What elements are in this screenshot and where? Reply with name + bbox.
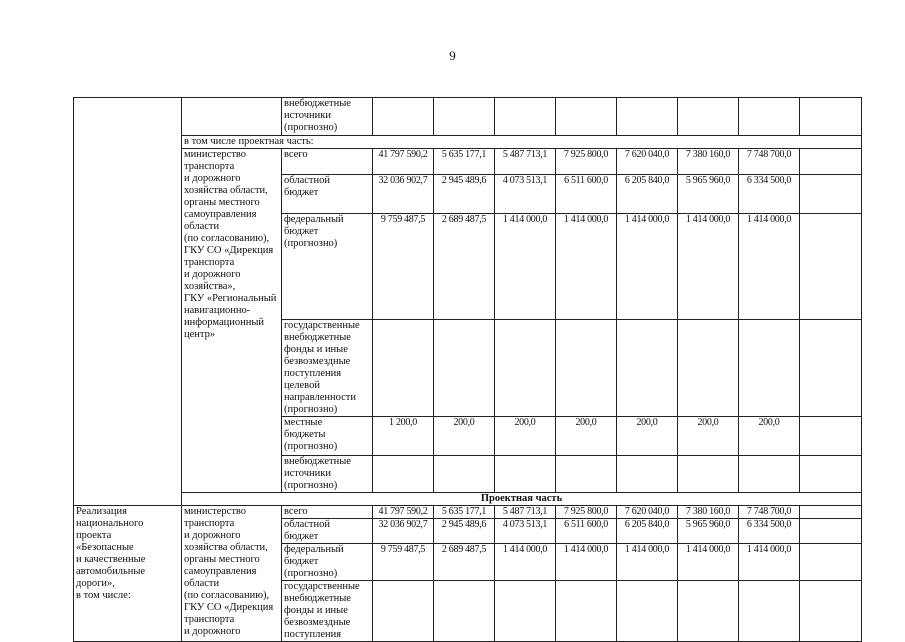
- value-cell: [617, 581, 678, 642]
- value-cell: 9 759 487,5: [373, 214, 434, 320]
- value-cell: 6 511 600,0: [556, 519, 617, 544]
- value-cell: 6 334 500,0: [739, 519, 800, 544]
- value-cell: 1 414 000,0: [678, 544, 739, 581]
- source-label: всего: [282, 506, 373, 519]
- source-label: государственные внебюджетные фонды и иные безвозмездные поступления целевой направленности (прогнозно): [282, 320, 373, 417]
- value-cell: [739, 456, 800, 493]
- value-cell: 200,0: [434, 417, 495, 456]
- value-cell: [495, 320, 556, 417]
- value-cell: [800, 544, 862, 581]
- source-label: всего: [282, 149, 373, 175]
- source-label: федеральный бюджет (прогнозно): [282, 544, 373, 581]
- value-cell: 1 200,0: [373, 417, 434, 456]
- value-cell: [800, 506, 862, 519]
- value-cell: 6 205 840,0: [617, 519, 678, 544]
- value-cell: [800, 149, 862, 175]
- value-cell: [556, 320, 617, 417]
- value-cell: [739, 581, 800, 642]
- value-cell: [800, 175, 862, 214]
- executor-cell: министерство транспорта и дорожного хозяйства области, органы местного самоуправления области (по согласованию), ГКУ СО «Дирекция транспорта и дорожного: [182, 506, 282, 642]
- value-cell: 200,0: [739, 417, 800, 456]
- value-cell: [678, 98, 739, 136]
- value-cell: [434, 98, 495, 136]
- value-cell: 200,0: [678, 417, 739, 456]
- including-project-label: в том числе проектная часть:: [182, 136, 862, 149]
- value-cell: 6 205 840,0: [617, 175, 678, 214]
- value-cell: [800, 581, 862, 642]
- value-cell: [556, 98, 617, 136]
- value-cell: [617, 320, 678, 417]
- value-cell: 7 748 700,0: [739, 149, 800, 175]
- value-cell: 7 748 700,0: [739, 506, 800, 519]
- value-cell: 7 925 800,0: [556, 506, 617, 519]
- table-row: [74, 506, 862, 519]
- value-cell: 1 414 000,0: [617, 544, 678, 581]
- value-cell: 41 797 590,2: [373, 506, 434, 519]
- section-title-row: [74, 493, 862, 506]
- value-cell: 7 380 160,0: [678, 506, 739, 519]
- value-cell: [373, 581, 434, 642]
- value-cell: 5 487 713,1: [495, 506, 556, 519]
- value-cell: [800, 519, 862, 544]
- value-cell: 4 073 513,1: [495, 175, 556, 214]
- value-cell: 6 334 500,0: [739, 175, 800, 214]
- value-cell: 5 965 960,0: [678, 175, 739, 214]
- value-cell: 5 635 177,1: [434, 149, 495, 175]
- value-cell: [556, 581, 617, 642]
- source-label: местные бюджеты (прогнозно): [282, 417, 373, 456]
- value-cell: 1 414 000,0: [739, 544, 800, 581]
- value-cell: [800, 456, 862, 493]
- value-cell: 1 414 000,0: [556, 214, 617, 320]
- project-name-cell: Реализация национального проекта «Безопасные и качественные автомобильные дороги», в том числе:: [74, 506, 182, 642]
- value-cell: [434, 581, 495, 642]
- value-cell: 1 414 000,0: [556, 544, 617, 581]
- value-cell: [739, 320, 800, 417]
- value-cell: 2 689 487,5: [434, 214, 495, 320]
- table-row: [74, 136, 862, 149]
- name-cell-continued: [74, 98, 182, 506]
- value-cell: [495, 456, 556, 493]
- value-cell: 7 380 160,0: [678, 149, 739, 175]
- value-cell: 2 945 489,6: [434, 175, 495, 214]
- value-cell: [800, 98, 862, 136]
- value-cell: [373, 320, 434, 417]
- value-cell: 7 620 040,0: [617, 149, 678, 175]
- budget-table: [73, 97, 862, 642]
- value-cell: 5 965 960,0: [678, 519, 739, 544]
- executor-cell: министерство транспорта и дорожного хозяйства области, органы местного самоуправления области (по согласованию), ГКУ СО «Дирекция транспорта и дорожного хозяйства», ГКУ «Региональный навигационно- информационный центр»: [182, 149, 282, 493]
- value-cell: 5 635 177,1: [434, 506, 495, 519]
- value-cell: 6 511 600,0: [556, 175, 617, 214]
- source-label: федеральный бюджет (прогнозно): [282, 214, 373, 320]
- value-cell: 7 620 040,0: [617, 506, 678, 519]
- value-cell: [556, 456, 617, 493]
- value-cell: [678, 456, 739, 493]
- value-cell: [678, 581, 739, 642]
- value-cell: 2 945 489,6: [434, 519, 495, 544]
- section-title: Проектная часть: [182, 493, 862, 506]
- value-cell: [373, 98, 434, 136]
- value-cell: [495, 98, 556, 136]
- source-label: областной бюджет: [282, 175, 373, 214]
- value-cell: [800, 417, 862, 456]
- value-cell: [617, 98, 678, 136]
- value-cell: 7 925 800,0: [556, 149, 617, 175]
- value-cell: 1 414 000,0: [495, 544, 556, 581]
- value-cell: 41 797 590,2: [373, 149, 434, 175]
- value-cell: [434, 320, 495, 417]
- value-cell: 32 036 902,7: [373, 175, 434, 214]
- value-cell: 2 689 487,5: [434, 544, 495, 581]
- value-cell: [800, 320, 862, 417]
- table-row: [74, 98, 862, 136]
- source-label: государственные внебюджетные фонды и иные безвозмездные поступления: [282, 581, 373, 642]
- value-cell: 32 036 902,7: [373, 519, 434, 544]
- source-label: областной бюджет: [282, 519, 373, 544]
- value-cell: [739, 98, 800, 136]
- value-cell: 1 414 000,0: [617, 214, 678, 320]
- value-cell: 200,0: [495, 417, 556, 456]
- value-cell: [800, 214, 862, 320]
- source-label: внебюджетные источники (прогнозно): [282, 456, 373, 493]
- value-cell: [678, 320, 739, 417]
- value-cell: [434, 456, 495, 493]
- value-cell: 1 414 000,0: [678, 214, 739, 320]
- executor-cell-continued: [182, 98, 282, 136]
- value-cell: 4 073 513,1: [495, 519, 556, 544]
- value-cell: 200,0: [617, 417, 678, 456]
- value-cell: 1 414 000,0: [495, 214, 556, 320]
- value-cell: 1 414 000,0: [739, 214, 800, 320]
- value-cell: [495, 581, 556, 642]
- value-cell: 200,0: [556, 417, 617, 456]
- value-cell: [617, 456, 678, 493]
- value-cell: 9 759 487,5: [373, 544, 434, 581]
- source-label: внебюджетные источники (прогнозно): [282, 98, 373, 136]
- value-cell: [373, 456, 434, 493]
- value-cell: 5 487 713,1: [495, 149, 556, 175]
- table-row: [74, 149, 862, 175]
- page-number: 9: [449, 48, 456, 63]
